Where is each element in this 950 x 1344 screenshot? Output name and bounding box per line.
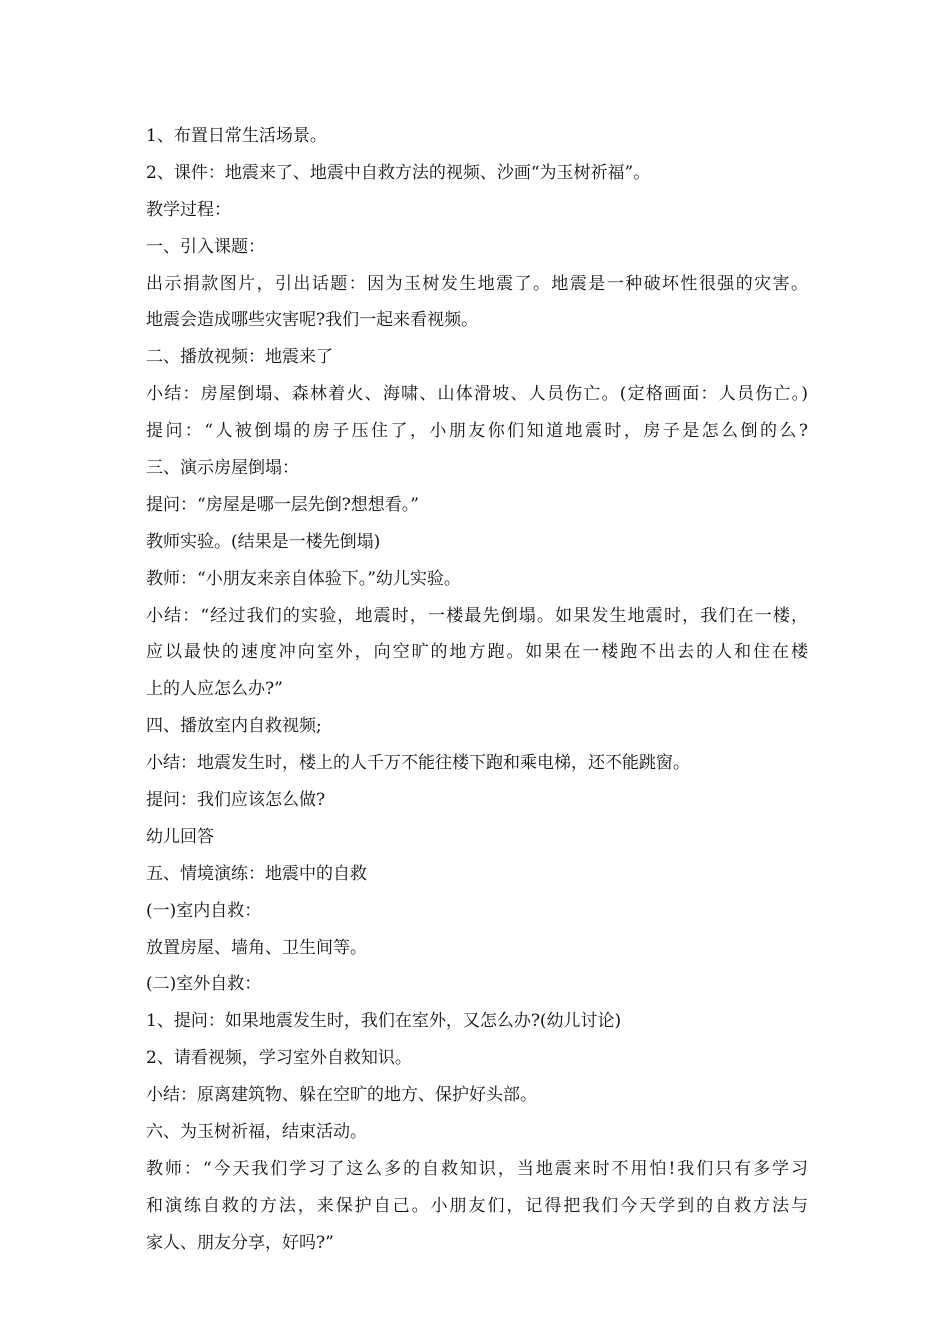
- text-line: 教师实验。(结果是一楼先倒塌): [146, 531, 381, 552]
- subsection-heading: (一)室内自救：: [146, 900, 262, 921]
- text-line: 和演练自救的方法，来保护自己。小朋友们，记得把我们今天学到的自救方法与: [146, 1195, 808, 1216]
- section-heading: 五、情境演练：地震中的自救: [146, 863, 367, 884]
- section-heading: 四、播放室内自救视频;: [146, 716, 322, 737]
- text-line: 应以最快的速度冲向室外，向空旷的地方跑。如果在一楼跑不出去的人和住在楼: [146, 642, 808, 663]
- section-heading: 二、播放视频：地震来了: [146, 347, 333, 368]
- text-line: 教学过程：: [146, 199, 231, 220]
- text-line: 小结：地震发生时，楼上的人千万不能往楼下跑和乘电梯，还不能跳窗。: [146, 753, 690, 774]
- text-line: 小结：“经过我们的实验，地震时，一楼最先倒塌。如果发生地震时，我们在一楼，: [146, 605, 808, 626]
- text-line: 家人、朋友分享，好吗?”: [146, 1232, 334, 1253]
- text-line: 提问：我们应该怎么做?: [146, 790, 326, 811]
- text-line: 地震会造成哪些灾害呢?我们一起来看视频。: [146, 310, 479, 331]
- section-heading: 一、引入课题：: [146, 236, 265, 257]
- text-line: 小结：房屋倒塌、森林着火、海啸、山体滑坡、人员伤亡。(定格画面：人员伤亡。): [146, 384, 808, 405]
- text-line: 小结：原离建筑物、躲在空旷的地方、保护好头部。: [146, 1085, 537, 1106]
- section-heading: 三、演示房屋倒塌：: [146, 458, 299, 479]
- text-line: 2、课件：地震来了、地震中自救方法的视频、沙画“为玉树祈福”。: [146, 162, 651, 183]
- text-line: 教师：“今天我们学习了这么多的自救知识，当地震来时不用怕!我们只有多学习: [146, 1158, 808, 1179]
- section-heading: 六、为玉树祈福，结束活动。: [146, 1122, 367, 1143]
- text-line: 提问：“人被倒塌的房子压住了，小朋友你们知道地震时，房子是怎么倒的么?: [146, 421, 808, 442]
- text-line: 放置房屋、墙角、卫生间等。: [146, 937, 367, 958]
- text-line: 教师：“小朋友来亲自体验下。”幼儿实验。: [146, 568, 461, 589]
- text-line: 提问：“房屋是哪一层先倒?想想看。”: [146, 494, 419, 515]
- text-line: 1、提问：如果地震发生时，我们在室外，又怎么办?(幼儿讨论): [146, 1011, 622, 1032]
- document-body: [146, 118, 808, 1262]
- text-line: 幼儿回答: [146, 826, 214, 847]
- text-line: 出示捐款图片，引出话题：因为玉树发生地震了。地震是一种破坏性很强的灾害。: [146, 273, 808, 294]
- text-line: 1、布置日常生活场景。: [146, 126, 327, 146]
- text-line: 2、请看视频，学习室外自救知识。: [146, 1048, 412, 1069]
- text-line: 上的人应怎么办?”: [146, 679, 283, 700]
- subsection-heading: (二)室外自救：: [146, 974, 262, 995]
